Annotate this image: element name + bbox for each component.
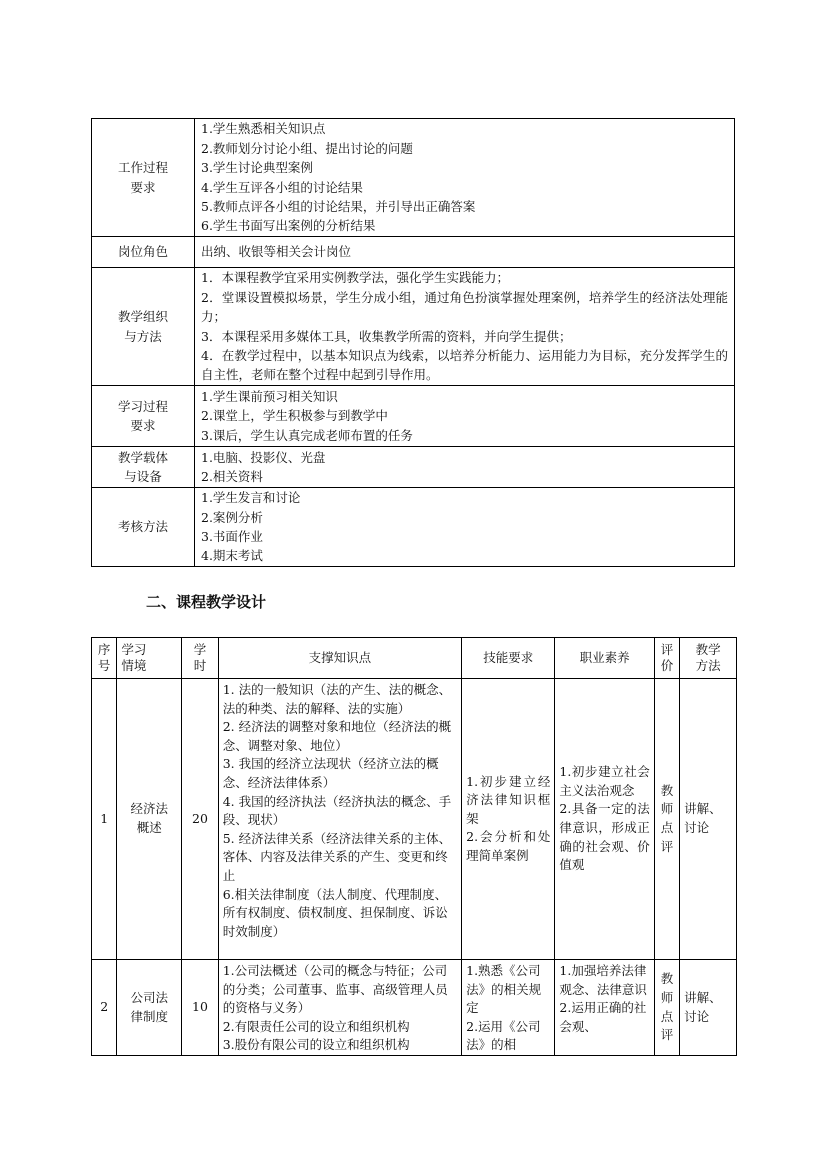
cell-method: 讲解、 讨论: [680, 679, 737, 960]
row-label: 岗位角色: [92, 237, 195, 268]
list-item: 5.教师点评各小组的讨论结果，并引导出正确答案: [201, 198, 476, 214]
header-context: 学习 情境: [117, 638, 182, 679]
table-row: [92, 960, 737, 1056]
list-item: 1.学生课前预习相关知识: [201, 388, 338, 404]
cell-context: 公司法 律制度: [117, 960, 182, 1056]
list-item: 1.学生发言和讨论: [201, 490, 301, 506]
list-item: 1.电脑、投影仪、光盘: [201, 449, 326, 465]
cell-eval: 教 师 点 评: [654, 679, 679, 960]
cell-seq: 2: [92, 960, 117, 1056]
row-content: [195, 447, 735, 488]
list-item: 1.熟悉《公司法》的相关规定: [466, 963, 542, 1016]
list-item: 3.学生讨论典型案例: [201, 160, 313, 176]
row-content: [195, 119, 735, 237]
list-item: 5. 经济法律关系（经济法律关系的主体、客体、内容及法律关系的产生、变更和终止: [222, 830, 452, 883]
cell-knowledge: [218, 679, 461, 960]
list-item: 1.学生熟悉相关知识点: [201, 121, 326, 137]
list-item: 出纳、收银等相关会计岗位: [201, 244, 352, 260]
header-eval: 评 价: [654, 638, 679, 679]
list-item: 4．在教学过程中，以基本知识点为线索，以培养分析能力、运用能力为目标，充分发挥学生的自主性，老师在整个过程中起到引导作用。: [201, 347, 728, 383]
table-row: [92, 447, 735, 488]
cell-eval: 教 师 点 评: [654, 960, 679, 1056]
list-item: 1．本课程教学宜采用实例教学法，强化学生实践能力；: [201, 270, 509, 286]
list-item: 3. 我国的经济立法现状（经济立法的概念、经济法律体系）: [222, 756, 439, 790]
table-row: [92, 488, 735, 567]
header-seq: 序 号: [92, 638, 117, 679]
cell-method: 讲解、 讨论: [680, 960, 737, 1056]
list-item: 6.相关法律制度（法人制度、代理制度、所有权制度、债权制度、担保制度、诉讼时效制度）: [222, 886, 448, 939]
row-label: 工作过程 要求: [92, 119, 195, 237]
list-item: 3.股份有限公司的设立和组织机构: [222, 1037, 410, 1053]
section-title: 二、课程教学设计: [146, 593, 267, 611]
list-item: 2.具备一定的法律意识，形成正确的社会观、价值观: [559, 801, 650, 873]
row-content: [195, 386, 735, 447]
list-item: 2．堂课设置模拟场景，学生分成小组，通过角色扮演掌握处理案例，培养学生的经济法处理能力；: [201, 289, 728, 325]
row-label: 学习过程 要求: [92, 386, 195, 447]
list-item: 4.学生互评各小组的讨论结果: [201, 179, 363, 195]
list-item: 2.有限责任公司的设立和组织机构: [222, 1018, 410, 1034]
table-row: [92, 237, 735, 268]
row-label: 教学组织 与方法: [92, 268, 195, 386]
list-item: 6.学生书面写出案例的分析结果: [201, 218, 376, 234]
header-knowledge: 支撑知识点: [218, 638, 461, 679]
list-item: 2.运用《公司法》的相: [466, 1018, 541, 1053]
list-item: 1.公司法概述（公司的概念与特征；公司的分类；公司董事、监事、高级管理人员的资格与义务）: [222, 963, 448, 1016]
header-method: 教学 方法: [680, 638, 737, 679]
list-item: 2.相关资料: [201, 469, 263, 484]
header-quality: 职业素养: [555, 638, 654, 679]
list-item: 4.期末考试: [201, 548, 263, 564]
table-row: [92, 268, 735, 386]
row-label: 考核方法: [92, 488, 195, 567]
row-content: [195, 268, 735, 386]
cell-quality: [555, 679, 654, 960]
cell-hours: 20: [182, 679, 219, 960]
cell-knowledge: [218, 960, 461, 1056]
cell-seq: 1: [92, 679, 117, 960]
cell-skills: [462, 679, 555, 960]
list-item: 1.初步建立经济法律知识框架: [466, 773, 551, 826]
table-header-row: [92, 638, 737, 679]
list-item: 2.会分析和处理简单案例: [466, 829, 551, 863]
list-item: 3．本课程采用多媒体工具，收集教学所需的资料，并向学生提供；: [201, 328, 572, 344]
list-item: 2. 经济法的调整对象和地位（经济法的概念、调整对象、地位）: [222, 719, 452, 753]
list-item: 4. 我国的经济执法（经济执法的概念、手段、现状）: [222, 793, 452, 828]
table-row: [92, 679, 737, 960]
course-design-table: [91, 637, 737, 1056]
list-item: 3.课后，学生认真完成老师布置的任务: [201, 427, 413, 443]
cell-context: 经济法 概述: [117, 679, 182, 960]
cell-skills: [462, 960, 555, 1056]
course-info-table: [91, 118, 735, 567]
list-item: 2.教师划分讨论小组、提出讨论的问题: [201, 140, 413, 156]
list-item: 1.加强培养法律观念、法律意识: [559, 963, 647, 997]
header-hours: 学 时: [182, 638, 219, 679]
table-row: [92, 386, 735, 447]
row-content: [195, 488, 735, 567]
row-content: [195, 237, 735, 268]
list-item: 3.书面作业: [201, 529, 263, 544]
list-item: 2.案例分析: [201, 509, 263, 525]
header-skills: 技能要求: [462, 638, 555, 679]
cell-hours: 10: [182, 960, 219, 1056]
list-item: 2.课堂上，学生积极参与到教学中: [201, 408, 388, 424]
cell-quality: [555, 960, 654, 1056]
list-item: 2.运用正确的社会观、: [559, 1000, 647, 1034]
row-label: 教学载体 与设备: [92, 447, 195, 488]
list-item: 1.初步建立社会主义法治观念: [559, 764, 650, 798]
table-row: [92, 119, 735, 237]
list-item: 1. 法的一般知识（法的产生、法的概念、法的种类、法的解释、法的实施）: [222, 682, 452, 716]
